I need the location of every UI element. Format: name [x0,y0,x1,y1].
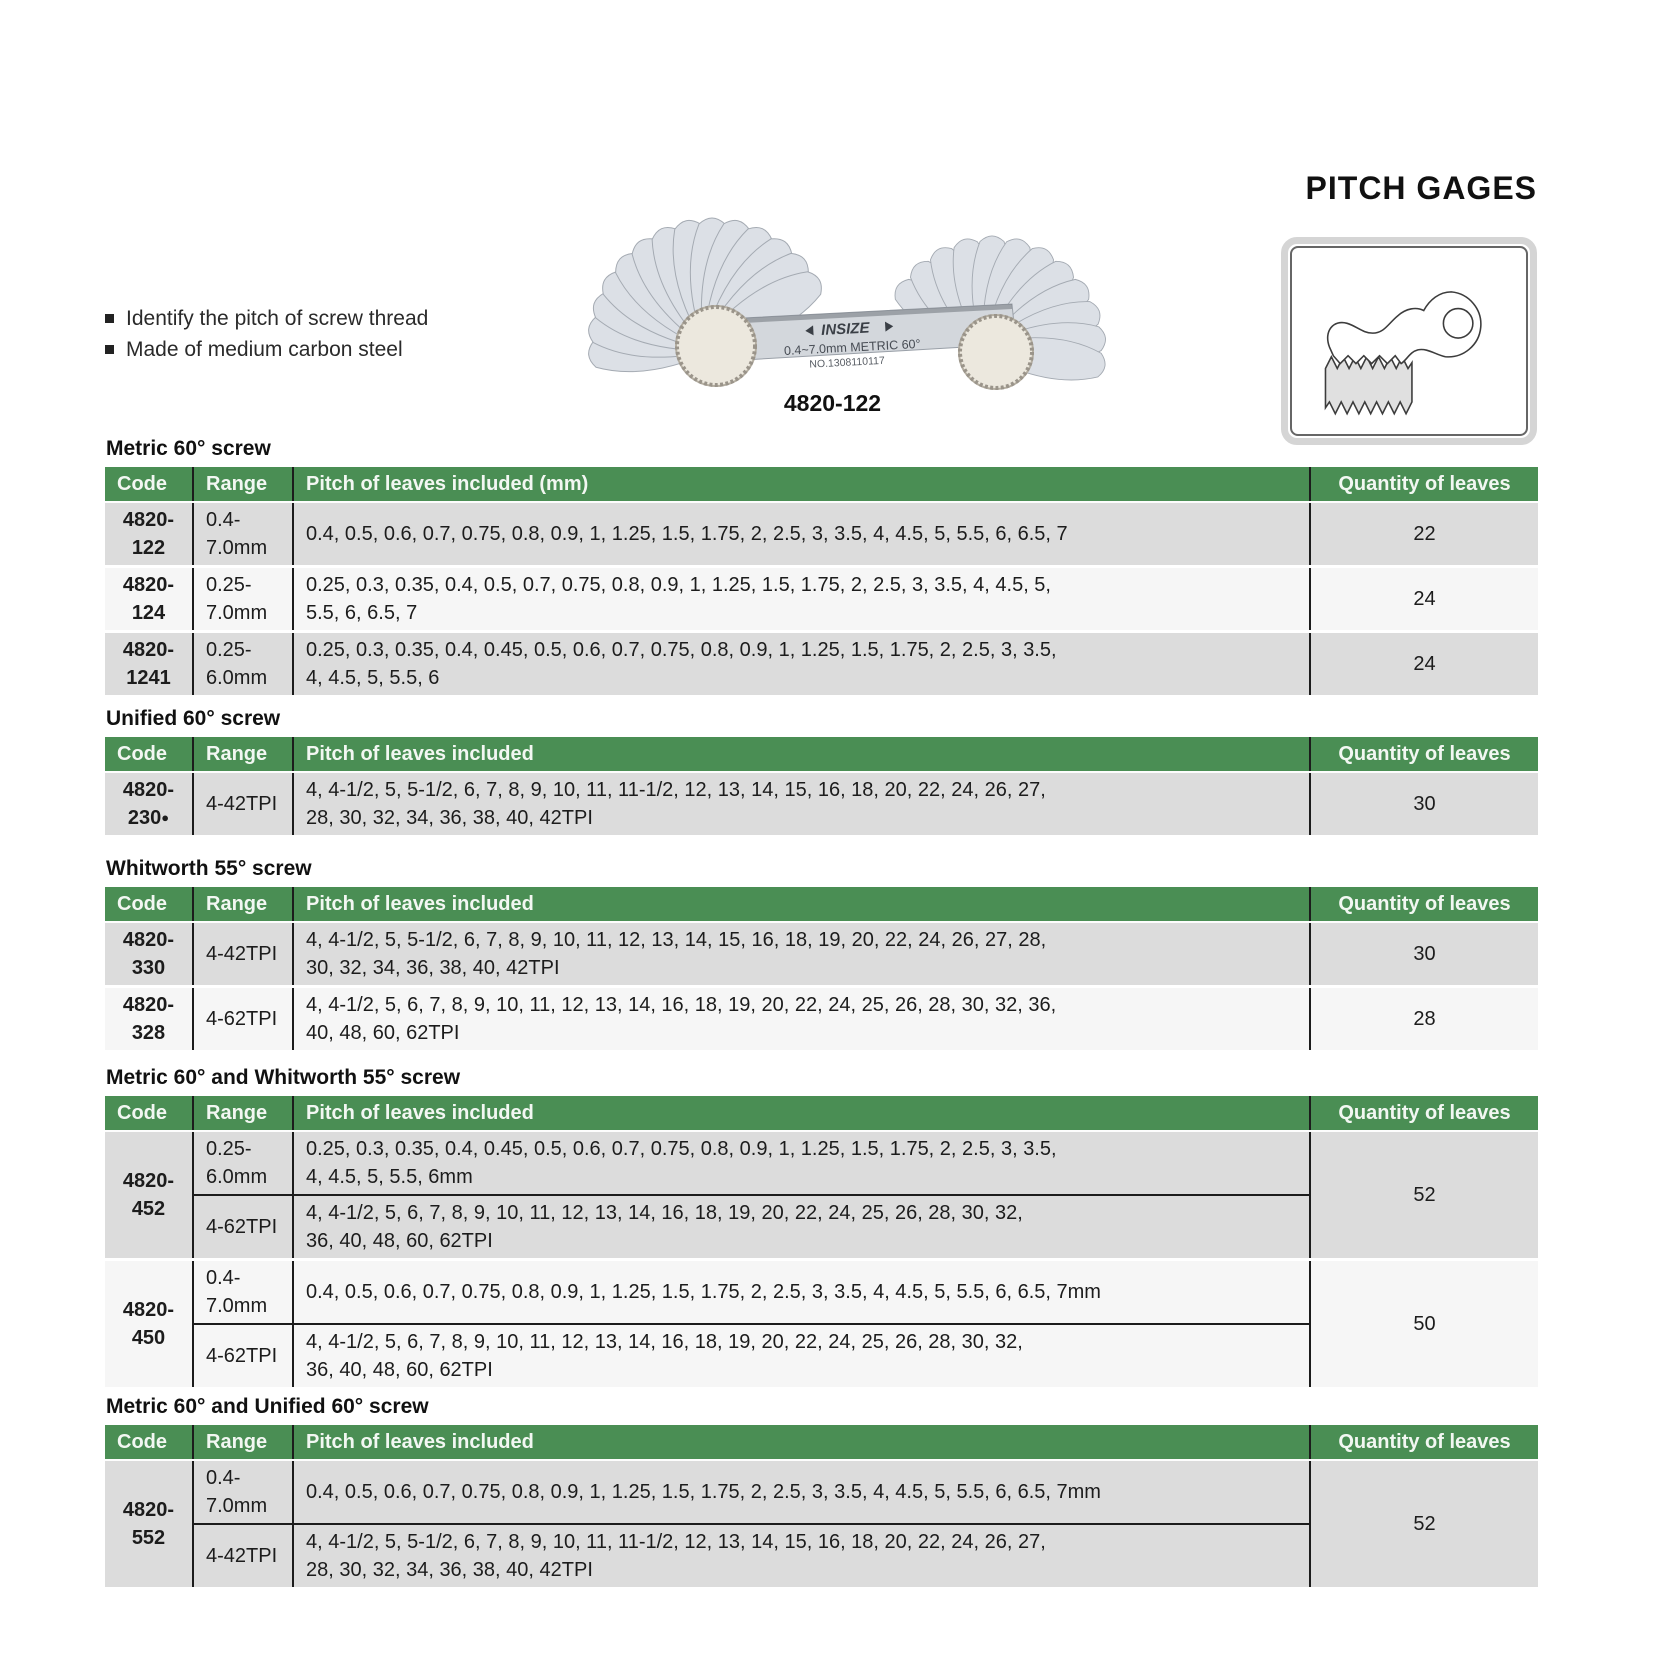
section-heading: Metric 60° and Whitworth 55° screw [106,1066,461,1089]
range-cell: 4-42TPI [193,1524,293,1587]
table-body [105,502,1538,695]
list-item [105,334,428,365]
column-header-code: Code [105,467,193,502]
column-header-quantity: Quantity of leaves [1310,467,1538,502]
section-heading: Metric 60° and Unified 60° screw [106,1395,429,1418]
spec-table-metric-60-screw [105,467,1538,695]
column-header-pitch: Pitch of leaves included (mm) [293,467,1310,502]
pitch-cell: 4, 4-1/2, 5, 6, 7, 8, 9, 10, 11, 12, 13, 14, 16, 18, 19, 20, 22, 24, 25, 26, 28, 30, 32, 36, 40, 48, 60, 62TPI [293,1324,1310,1387]
quantity-cell: 28 [1310,987,1538,1051]
quantity-cell: 30 [1310,922,1538,987]
range-cell: 4-42TPI [193,922,293,987]
quantity-cell: 24 [1310,567,1538,632]
code-cell: 4820-452 [105,1131,193,1260]
code-cell: 4820-330 [105,922,193,987]
table-head [105,1425,1538,1460]
table-body [105,1131,1538,1387]
range-cell: 0.25-6.0mm [193,1131,293,1195]
pitch-cell: 0.25, 0.3, 0.35, 0.4, 0.45, 0.5, 0.6, 0.7, 0.75, 0.8, 0.9, 1, 1.25, 1.5, 1.75, 2, 2.5, 3, 3.5, 4, 4.5, 5, 5.5, 6mm [293,1131,1310,1195]
code-cell: 4820-1241 [105,632,193,696]
range-cell: 4-62TPI [193,1195,293,1260]
range-cell: 4-62TPI [193,1324,293,1387]
product-table-section-unified-60-screw [105,707,1538,835]
product-photo [540,182,1125,392]
range-cell: 4-62TPI [193,987,293,1051]
code-cell: 4820-328 [105,987,193,1051]
table-body [105,1460,1538,1587]
product-table-section-metric-60-and-unified-60-screw [105,1395,1538,1587]
leaf-hole-glyph [1443,309,1472,338]
column-header-code: Code [105,1096,193,1131]
pitch-cell: 4, 4-1/2, 5, 5-1/2, 6, 7, 8, 9, 10, 11, 11-1/2, 12, 13, 14, 15, 16, 18, 20, 22, 24, 26, 27, 28, 30, 32, 34, 36, 38, 40, 42TPI [293,772,1310,835]
column-header-code: Code [105,1425,193,1460]
code-cell: 4820-124 [105,567,193,632]
feature-text: Made of medium carbon steel [126,338,403,361]
product-table-section-whitworth-55-screw [105,857,1538,1050]
quantity-cell: 50 [1310,1260,1538,1388]
header-row [105,1096,1538,1131]
header-row [105,737,1538,772]
column-header-pitch: Pitch of leaves included [293,1425,1310,1460]
quantity-cell: 52 [1310,1460,1538,1587]
column-header-pitch: Pitch of leaves included [293,737,1310,772]
column-header-range: Range [193,467,293,502]
right-knob [959,315,1033,389]
table-head [105,887,1538,922]
footnote-dot-icon: ● [161,810,170,825]
quantity-cell: 30 [1310,772,1538,835]
product-table-section-metric-60-screw [105,437,1538,695]
gage-marking-serial: NO.1308110117 [809,354,886,371]
feature-text: Identify the pitch of screw thread [126,307,429,330]
section-heading: Metric 60° screw [106,437,271,460]
table-row [105,987,1538,1051]
code-cell: 4820-450 [105,1260,193,1388]
pitch-gage-pictogram-box [1281,237,1537,445]
pitch-cell: 0.4, 0.5, 0.6, 0.7, 0.75, 0.8, 0.9, 1, 1.25, 1.5, 1.75, 2, 2.5, 3, 3.5, 4, 4.5, 5, 5.5, 6, 6.5, 7 [293,502,1310,567]
spec-table-whitworth-55-screw [105,887,1538,1050]
pitch-cell: 0.25, 0.3, 0.35, 0.4, 0.45, 0.5, 0.6, 0.7, 0.75, 0.8, 0.9, 1, 1.25, 1.5, 1.75, 2, 2.5, 3, 3.5, 4, 4.5, 5, 5.5, 6 [293,632,1310,696]
quantity-cell: 22 [1310,502,1538,567]
pitch-cell: 4, 4-1/2, 5, 6, 7, 8, 9, 10, 11, 12, 13, 14, 16, 18, 19, 20, 22, 24, 25, 26, 28, 30, 32, 36, 40, 48, 60, 62TPI [293,987,1310,1051]
pitch-cell: 0.25, 0.3, 0.35, 0.4, 0.5, 0.7, 0.75, 0.8, 0.9, 1, 1.25, 1.5, 1.75, 2, 2.5, 3, 3.5, 4, 4.5, 5, 5.5, 6, 6.5, 7 [293,567,1310,632]
threaded-rod-glyph [1325,357,1411,414]
spec-table-metric-60-and-whitworth-55-screw [105,1096,1538,1387]
table-head [105,467,1538,502]
table-head [105,1096,1538,1131]
gage-marking-range: 0.4~7.0mm METRIC 60° [783,336,921,358]
table-head [105,737,1538,772]
quantity-cell: 24 [1310,632,1538,696]
column-header-quantity: Quantity of leaves [1310,887,1538,922]
range-cell: 4-42TPI [193,772,293,835]
pictogram-frame [1290,246,1528,436]
pitch-cell: 4, 4-1/2, 5, 5-1/2, 6, 7, 8, 9, 10, 11, 11-1/2, 12, 13, 14, 15, 16, 18, 20, 22, 24, 26, 27, 28, 30, 32, 34, 36, 38, 40, 42TPI [293,1524,1310,1587]
range-cell: 0.4-7.0mm [193,502,293,567]
table-row [105,1460,1538,1524]
pitch-cell: 4, 4-1/2, 5, 6, 7, 8, 9, 10, 11, 12, 13, 14, 16, 18, 19, 20, 22, 24, 25, 26, 28, 30, 32, 36, 40, 48, 60, 62TPI [293,1195,1310,1260]
column-header-range: Range [193,1425,293,1460]
feature-list [105,303,428,365]
product-table-section-metric-60-and-whitworth-55-screw [105,1066,1538,1387]
column-header-code: Code [105,737,193,772]
pitch-cell: 4, 4-1/2, 5, 5-1/2, 6, 7, 8, 9, 10, 11, 12, 13, 14, 15, 16, 18, 19, 20, 22, 24, 26, 27, 28, 30, 32, 34, 36, 38, 40, 42TPI [293,922,1310,987]
range-cell: 0.25-7.0mm [193,567,293,632]
list-item [105,303,428,334]
pitch-cell: 0.4, 0.5, 0.6, 0.7, 0.75, 0.8, 0.9, 1, 1.25, 1.5, 1.75, 2, 2.5, 3, 3.5, 4, 4.5, 5, 5.5, 6, 6.5, 7mm [293,1460,1310,1524]
column-header-code: Code [105,887,193,922]
table-row [105,922,1538,987]
code-cell: 4820-552 [105,1460,193,1587]
spec-tables [105,437,1538,1587]
section-heading: Unified 60° screw [106,707,281,730]
table-row [105,1260,1538,1325]
range-cell: 0.25-6.0mm [193,632,293,696]
header-row [105,887,1538,922]
table-body [105,772,1538,835]
column-header-range: Range [193,1096,293,1131]
column-header-quantity: Quantity of leaves [1310,737,1538,772]
left-knob [676,306,756,386]
column-header-pitch: Pitch of leaves included [293,887,1310,922]
table-row [105,1131,1538,1195]
column-header-quantity: Quantity of leaves [1310,1425,1538,1460]
table-row [105,567,1538,632]
quantity-cell: 52 [1310,1131,1538,1260]
spec-table-unified-60-screw [105,737,1538,835]
square-bullet-icon [105,314,114,323]
column-header-quantity: Quantity of leaves [1310,1096,1538,1131]
range-cell: 0.4-7.0mm [193,1260,293,1325]
column-header-range: Range [193,887,293,922]
header-row [105,1425,1538,1460]
table-row [105,632,1538,696]
page-title: PITCH GAGES [1305,170,1537,206]
spec-table-metric-60-and-unified-60-screw [105,1425,1538,1587]
brand-logo-text: INSIZE [820,319,870,340]
column-header-range: Range [193,737,293,772]
pitch-cell: 0.4, 0.5, 0.6, 0.7, 0.75, 0.8, 0.9, 1, 1.25, 1.5, 1.75, 2, 2.5, 3, 3.5, 4, 4.5, 5, 5.5, 6, 6.5, 7mm [293,1260,1310,1325]
code-cell: 4820-230● [105,772,193,835]
section-heading: Whitworth 55° screw [106,857,312,880]
table-body [105,922,1538,1050]
header-row [105,467,1538,502]
range-cell: 0.4-7.0mm [193,1460,293,1524]
table-row [105,772,1538,835]
square-bullet-icon [105,345,114,354]
pitch-gage-leaf-icon [1296,252,1522,430]
column-header-pitch: Pitch of leaves included [293,1096,1310,1131]
product-code-caption: 4820-122 [783,390,882,416]
table-row [105,502,1538,567]
code-cell: 4820-122 [105,502,193,567]
